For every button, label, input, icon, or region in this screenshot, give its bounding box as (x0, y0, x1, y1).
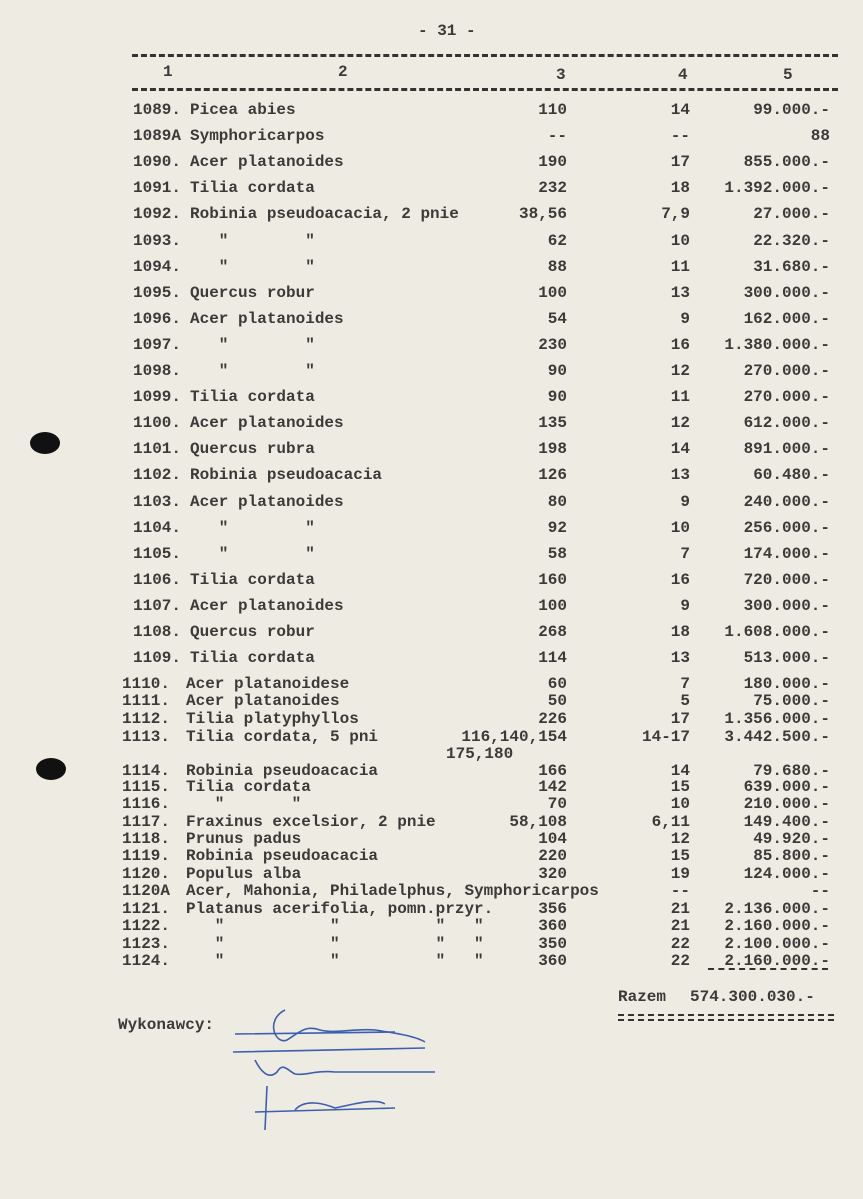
diameter: 268 (538, 623, 567, 641)
row-number: 1122. (122, 917, 171, 935)
col-header-1: 1 (163, 63, 173, 81)
row-number: 1102. (133, 466, 182, 485)
species-name: Acer platanoides (190, 309, 344, 328)
species-name: Acer platanoidese (186, 675, 350, 693)
height: 7 (680, 675, 690, 693)
species-name: Fraxinus excelsior, 2 pnie (186, 813, 436, 831)
row-number: 1100. (133, 414, 182, 433)
species-name: " " (190, 257, 315, 276)
value: 31.680.- (753, 257, 830, 276)
species-name: " " " " (186, 917, 484, 935)
row-number: 1099. (133, 388, 182, 407)
value: 75.000.- (753, 692, 830, 710)
total-double-underline (618, 1014, 834, 1016)
last-value-underline (708, 968, 828, 970)
height: 16 (670, 335, 690, 354)
value: 99.000.- (753, 101, 830, 119)
row-number: 1098. (133, 362, 182, 380)
species-name: Robinia pseudoacacia (190, 466, 383, 485)
diameter: 62 (547, 231, 567, 250)
species-name: Symphoricarpos (190, 127, 325, 146)
row-number: 1104. (133, 518, 182, 537)
species-name: Quercus robur (190, 283, 315, 302)
height: 7 (680, 544, 690, 563)
height: 17 (670, 153, 690, 172)
species-name: " " (190, 335, 315, 354)
value: 270.000.- (743, 362, 830, 380)
value: 720.000.- (743, 570, 830, 589)
value: 300.000.- (743, 596, 830, 615)
species-name: Populus alba (186, 865, 302, 883)
row-number: 1123. (122, 935, 171, 953)
value: 85.800.- (753, 847, 830, 865)
row-number: 1089. (133, 101, 182, 119)
diameter: 220 (538, 847, 567, 865)
value: 1.392.000.- (724, 179, 830, 198)
species-name: Platanus acerifolia, pomn.przyr. (186, 900, 494, 918)
species-name: Tilia cordata (190, 649, 315, 668)
species-name: Quercus rubra (190, 440, 315, 459)
row-number: 1108. (133, 623, 182, 641)
diameter: 58,108 (509, 813, 567, 831)
height: 16 (670, 570, 690, 589)
value: 162.000.- (743, 309, 830, 328)
header-bottom-rule (132, 88, 838, 91)
height: 13 (670, 466, 690, 485)
height: 18 (670, 623, 690, 641)
row-number: 1111. (122, 692, 171, 710)
value: 27.000.- (753, 205, 830, 224)
height: 22 (670, 952, 690, 970)
value: 2.136.000.- (724, 900, 830, 918)
species-name: Quercus robur (190, 623, 315, 641)
height: 12 (670, 362, 690, 380)
diameter: 356 (538, 900, 567, 918)
row-number: 1090. (133, 153, 182, 172)
species-name: Acer platanoides (186, 692, 340, 710)
diameter: 190 (538, 153, 567, 172)
row-number: 1121. (122, 900, 171, 918)
diameter: 38,56 (518, 205, 567, 224)
species-name: Acer platanoides (190, 414, 344, 433)
row-number: 1101. (133, 440, 182, 459)
height: 21 (670, 917, 690, 935)
row-number: 1114. (122, 762, 171, 780)
diameter: 88 (547, 257, 567, 276)
height: 22 (670, 935, 690, 953)
value: 2.160.000.- (724, 952, 830, 970)
value: -- (810, 882, 830, 900)
diameter: 92 (547, 518, 567, 537)
value: 22.320.- (753, 231, 830, 250)
row-number: 1089A (133, 127, 182, 146)
height: 10 (670, 518, 690, 537)
height: 9 (680, 309, 690, 328)
value: 49.920.- (753, 830, 830, 848)
diameter: 70 (547, 795, 567, 813)
height: 9 (680, 492, 690, 511)
species-name: " " (186, 795, 302, 813)
diameter: 142 (538, 778, 567, 796)
diameter: 360 (538, 952, 567, 970)
height: 10 (670, 795, 690, 813)
height: 13 (670, 283, 690, 302)
value: 612.000.- (743, 414, 830, 433)
row-number: 1116. (122, 795, 171, 813)
value: 124.000.- (743, 865, 830, 883)
row-number: 1094. (133, 257, 182, 276)
species-name: Robinia pseudoacacia, 2 pnie (190, 205, 459, 224)
diameter: 114 (538, 649, 567, 668)
species-name: " " (190, 362, 315, 380)
value: 1.608.000.- (724, 623, 830, 641)
value: 210.000.- (743, 795, 830, 813)
diameter: 54 (547, 309, 567, 328)
species-name: Tilia cordata (190, 570, 315, 589)
row-number: 1105. (133, 544, 182, 563)
height: 7,9 (661, 205, 690, 224)
diameter: 198 (538, 440, 567, 459)
species-name: Prunus padus (186, 830, 302, 848)
height: 5 (680, 692, 690, 710)
punch-hole-bottom (36, 758, 66, 780)
height: 14 (670, 101, 690, 119)
row-number: 1106. (133, 570, 182, 589)
row-number: 1120A (122, 882, 171, 900)
signatures-image (225, 1000, 445, 1140)
punch-hole-top (30, 432, 60, 454)
row-number: 1093. (133, 231, 182, 250)
diameter: 90 (547, 362, 567, 380)
row-number: 1124. (122, 952, 171, 970)
height: 17 (670, 710, 690, 728)
height: 21 (670, 900, 690, 918)
row-number: 1112. (122, 710, 171, 728)
height: 14 (670, 762, 690, 780)
species-name: " " " " (186, 935, 484, 953)
height: 11 (670, 388, 690, 407)
value: 88 (810, 127, 830, 146)
value: 3.442.500.- (724, 728, 830, 746)
diameter: 104 (538, 830, 567, 848)
row-number: 1092. (133, 205, 182, 224)
height: 12 (670, 830, 690, 848)
height: 15 (670, 847, 690, 865)
value: 149.400.- (743, 813, 830, 831)
species-name: Acer, Mahonia, Philadelphus, Symphoricarpos (186, 882, 599, 900)
value: 300.000.- (743, 283, 830, 302)
height: 18 (670, 179, 690, 198)
value: 256.000.- (743, 518, 830, 537)
species-name: Tilia cordata (190, 179, 315, 198)
total-label: Razem (618, 988, 667, 1006)
value: 1.380.000.- (724, 335, 830, 354)
col-header-2: 2 (338, 63, 348, 81)
total-value: 574.300.030.- (690, 988, 815, 1006)
diameter: 116,140,154 (461, 728, 567, 746)
col-header-3: 3 (556, 66, 566, 84)
species-name: Acer platanoides (190, 492, 344, 511)
row-number: 1095. (133, 283, 182, 302)
diameter: 320 (538, 865, 567, 883)
value: 60.480.- (753, 466, 830, 485)
diameter: 232 (538, 179, 567, 198)
value: 513.000.- (743, 649, 830, 668)
height: -- (670, 882, 690, 900)
row-number: 1120. (122, 865, 171, 883)
species-name: Picea abies (190, 101, 296, 119)
diameter: 160 (538, 570, 567, 589)
height: 10 (670, 231, 690, 250)
diameter: 90 (547, 388, 567, 407)
col-header-4: 4 (678, 66, 688, 84)
diameter: 226 (538, 710, 567, 728)
header-top-rule (132, 54, 838, 57)
value: 855.000.- (743, 153, 830, 172)
species-name: Robinia pseudoacacia (186, 847, 379, 865)
species-name: " " (190, 544, 315, 563)
row-number: 1103. (133, 492, 182, 511)
diameter: 60 (547, 675, 567, 693)
row-number: 1107. (133, 596, 182, 615)
height: -- (670, 127, 690, 146)
species-name: Tilia cordata (186, 778, 311, 796)
value: 240.000.- (743, 492, 830, 511)
height: 12 (670, 414, 690, 433)
species-name: Tilia platyphyllos (186, 710, 359, 728)
diameter: -- (547, 127, 567, 146)
height: 15 (670, 778, 690, 796)
value: 1.356.000.- (724, 710, 830, 728)
row-number: 1119. (122, 847, 171, 865)
page-number: - 31 - (418, 22, 476, 40)
col-header-5: 5 (783, 66, 793, 84)
row-number: 1097. (133, 335, 182, 354)
value: 180.000.- (743, 675, 830, 693)
row-number: 1118. (122, 830, 171, 848)
diameter: 230 (538, 335, 567, 354)
height: 14-17 (641, 728, 690, 746)
diameter: 350 (538, 935, 567, 953)
species-name: Acer platanoides (190, 153, 344, 172)
diameter: 100 (538, 596, 567, 615)
diameter: 80 (547, 492, 567, 511)
diameter: 100 (538, 283, 567, 302)
diameter: 135 (538, 414, 567, 433)
height: 9 (680, 596, 690, 615)
height: 6,11 (651, 813, 690, 831)
value: 639.000.- (743, 778, 830, 796)
species-name: " " " " (186, 952, 484, 970)
diameter: 58 (547, 544, 567, 563)
species-name: Acer platanoides (190, 596, 344, 615)
row-number: 1117. (122, 813, 171, 831)
value: 2.160.000.- (724, 917, 830, 935)
value: 79.680.- (753, 762, 830, 780)
diameter: 166 (538, 762, 567, 780)
diameter: 360 (538, 917, 567, 935)
value: 891.000.- (743, 440, 830, 459)
value: 270.000.- (743, 388, 830, 407)
diameter: 110 (538, 101, 567, 119)
height: 14 (670, 440, 690, 459)
row-number: 1096. (133, 309, 182, 328)
species-name: Tilia cordata, 5 pni (186, 728, 379, 746)
row-number: 1113. (122, 728, 171, 746)
row-number: 1109. (133, 649, 182, 668)
height: 11 (670, 257, 690, 276)
species-name: Tilia cordata (190, 388, 315, 407)
diameter: 50 (547, 692, 567, 710)
species-name: Robinia pseudoacacia (186, 762, 379, 780)
total-double-underline-2 (618, 1019, 834, 1021)
row-number: 1091. (133, 179, 182, 198)
value: 174.000.- (743, 544, 830, 563)
value: 2.100.000.- (724, 935, 830, 953)
species-name: " " (190, 231, 315, 250)
diameter: 126 (538, 466, 567, 485)
height: 19 (670, 865, 690, 883)
species-name: " " (190, 518, 315, 537)
row-number: 1110. (122, 675, 171, 693)
height: 13 (670, 649, 690, 668)
diameter-continued: 175,180 (446, 745, 514, 763)
row-number: 1115. (122, 778, 171, 796)
executors-label: Wykonawcy: (118, 1016, 215, 1034)
